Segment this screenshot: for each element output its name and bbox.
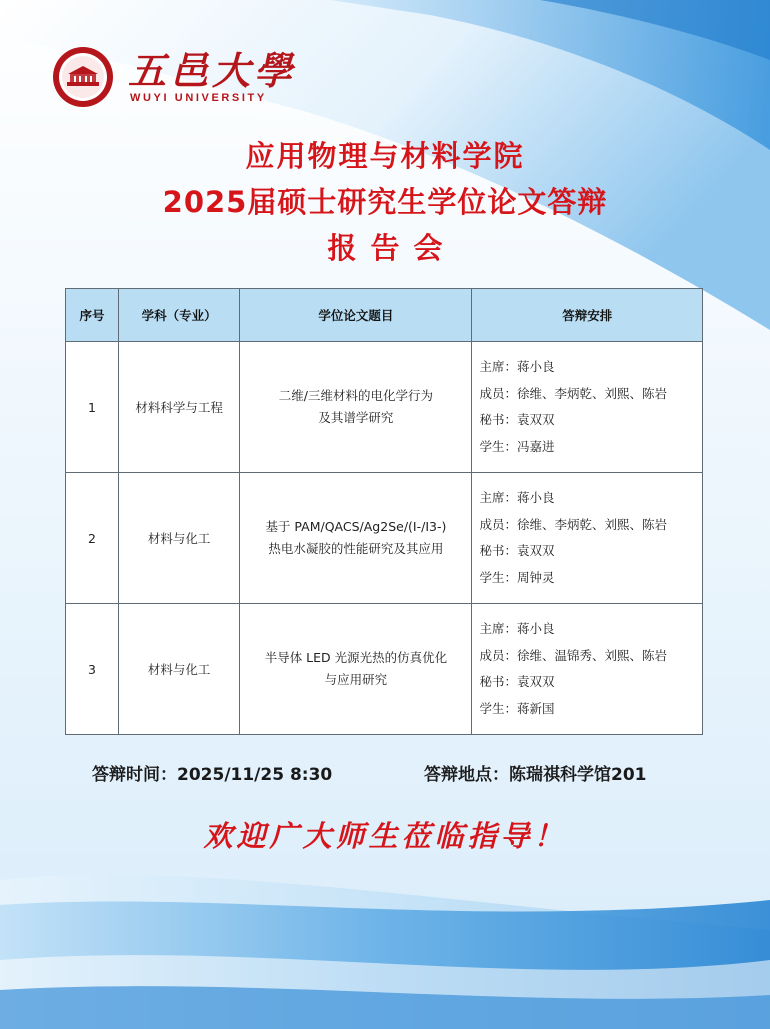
student-line: 学生：冯嘉进 [479, 438, 555, 454]
cell-arrangement [472, 473, 703, 604]
university-name-cn: 五邑大學 [128, 48, 297, 93]
chair-line: 主席：蒋小良 [479, 621, 555, 636]
cell-subject: 材料科学与工程 [118, 342, 239, 473]
cell-number: 2 [66, 473, 119, 604]
header-number: 序号 [66, 289, 119, 342]
members-line: 成员：徐维、李炳乾、刘熙、陈岩 [479, 385, 667, 401]
secretary-line: 秘书：袁双双 [479, 412, 555, 427]
university-seal-icon [52, 46, 114, 108]
cell-arrangement [472, 604, 703, 735]
topic-line: 与应用研究 [324, 672, 388, 687]
table-row [66, 342, 703, 473]
cell-topic [240, 342, 472, 473]
defense-time: 答辩时间：2025/11/25 8:30 [92, 765, 333, 785]
cell-subject: 材料与化工 [118, 473, 239, 604]
table-header-row [66, 289, 703, 342]
defense-location: 答辩地点：陈瑞祺科学馆201 [424, 765, 647, 785]
student-line: 学生：蒋新国 [479, 700, 555, 716]
defense-schedule-table [65, 288, 703, 735]
cell-subject: 材料与化工 [118, 604, 239, 735]
title-line-1: 应用物理与材料学院 [245, 139, 525, 173]
topic-line: 二维/三维材料的电化学行为 [278, 388, 434, 403]
table-row [66, 473, 703, 604]
table-row [66, 604, 703, 735]
title-line-3: 报告会 [327, 231, 457, 265]
members-line: 成员：徐维、李炳乾、刘熙、陈岩 [479, 516, 667, 532]
cell-number: 3 [66, 604, 119, 735]
topic-line: 热电水凝胶的性能研究及其应用 [268, 541, 444, 556]
members-line: 成员：徐维、温锦秀、刘熙、陈岩 [479, 647, 667, 663]
header-subject: 学科（专业） [118, 289, 239, 342]
student-line: 学生：周钟灵 [479, 569, 555, 585]
welcome-slogan: 欢迎广大师生莅临指导！ [203, 819, 567, 853]
header-thesis-topic: 学位论文题目 [240, 289, 472, 342]
university-name-en: WUYI UNIVERSITY [130, 92, 267, 104]
cell-arrangement [472, 342, 703, 473]
secretary-line: 秘书：袁双双 [479, 674, 555, 689]
chair-line: 主席：蒋小良 [479, 359, 555, 374]
title-line-2: 2025届硕士研究生学位论文答辩 [162, 185, 608, 219]
topic-line: 基于 PAM/QACS/Ag2Se/(I-/I3-) [265, 519, 447, 534]
topic-line: 及其谱学研究 [318, 410, 394, 425]
header-arrangement: 答辩安排 [472, 289, 703, 342]
cell-topic [240, 473, 472, 604]
topic-line: 半导体 LED 光源光热的仿真优化 [264, 650, 448, 665]
secretary-line: 秘书：袁双双 [479, 543, 555, 558]
chair-line: 主席：蒋小良 [479, 490, 555, 505]
cell-topic [240, 604, 472, 735]
cell-number: 1 [66, 342, 119, 473]
